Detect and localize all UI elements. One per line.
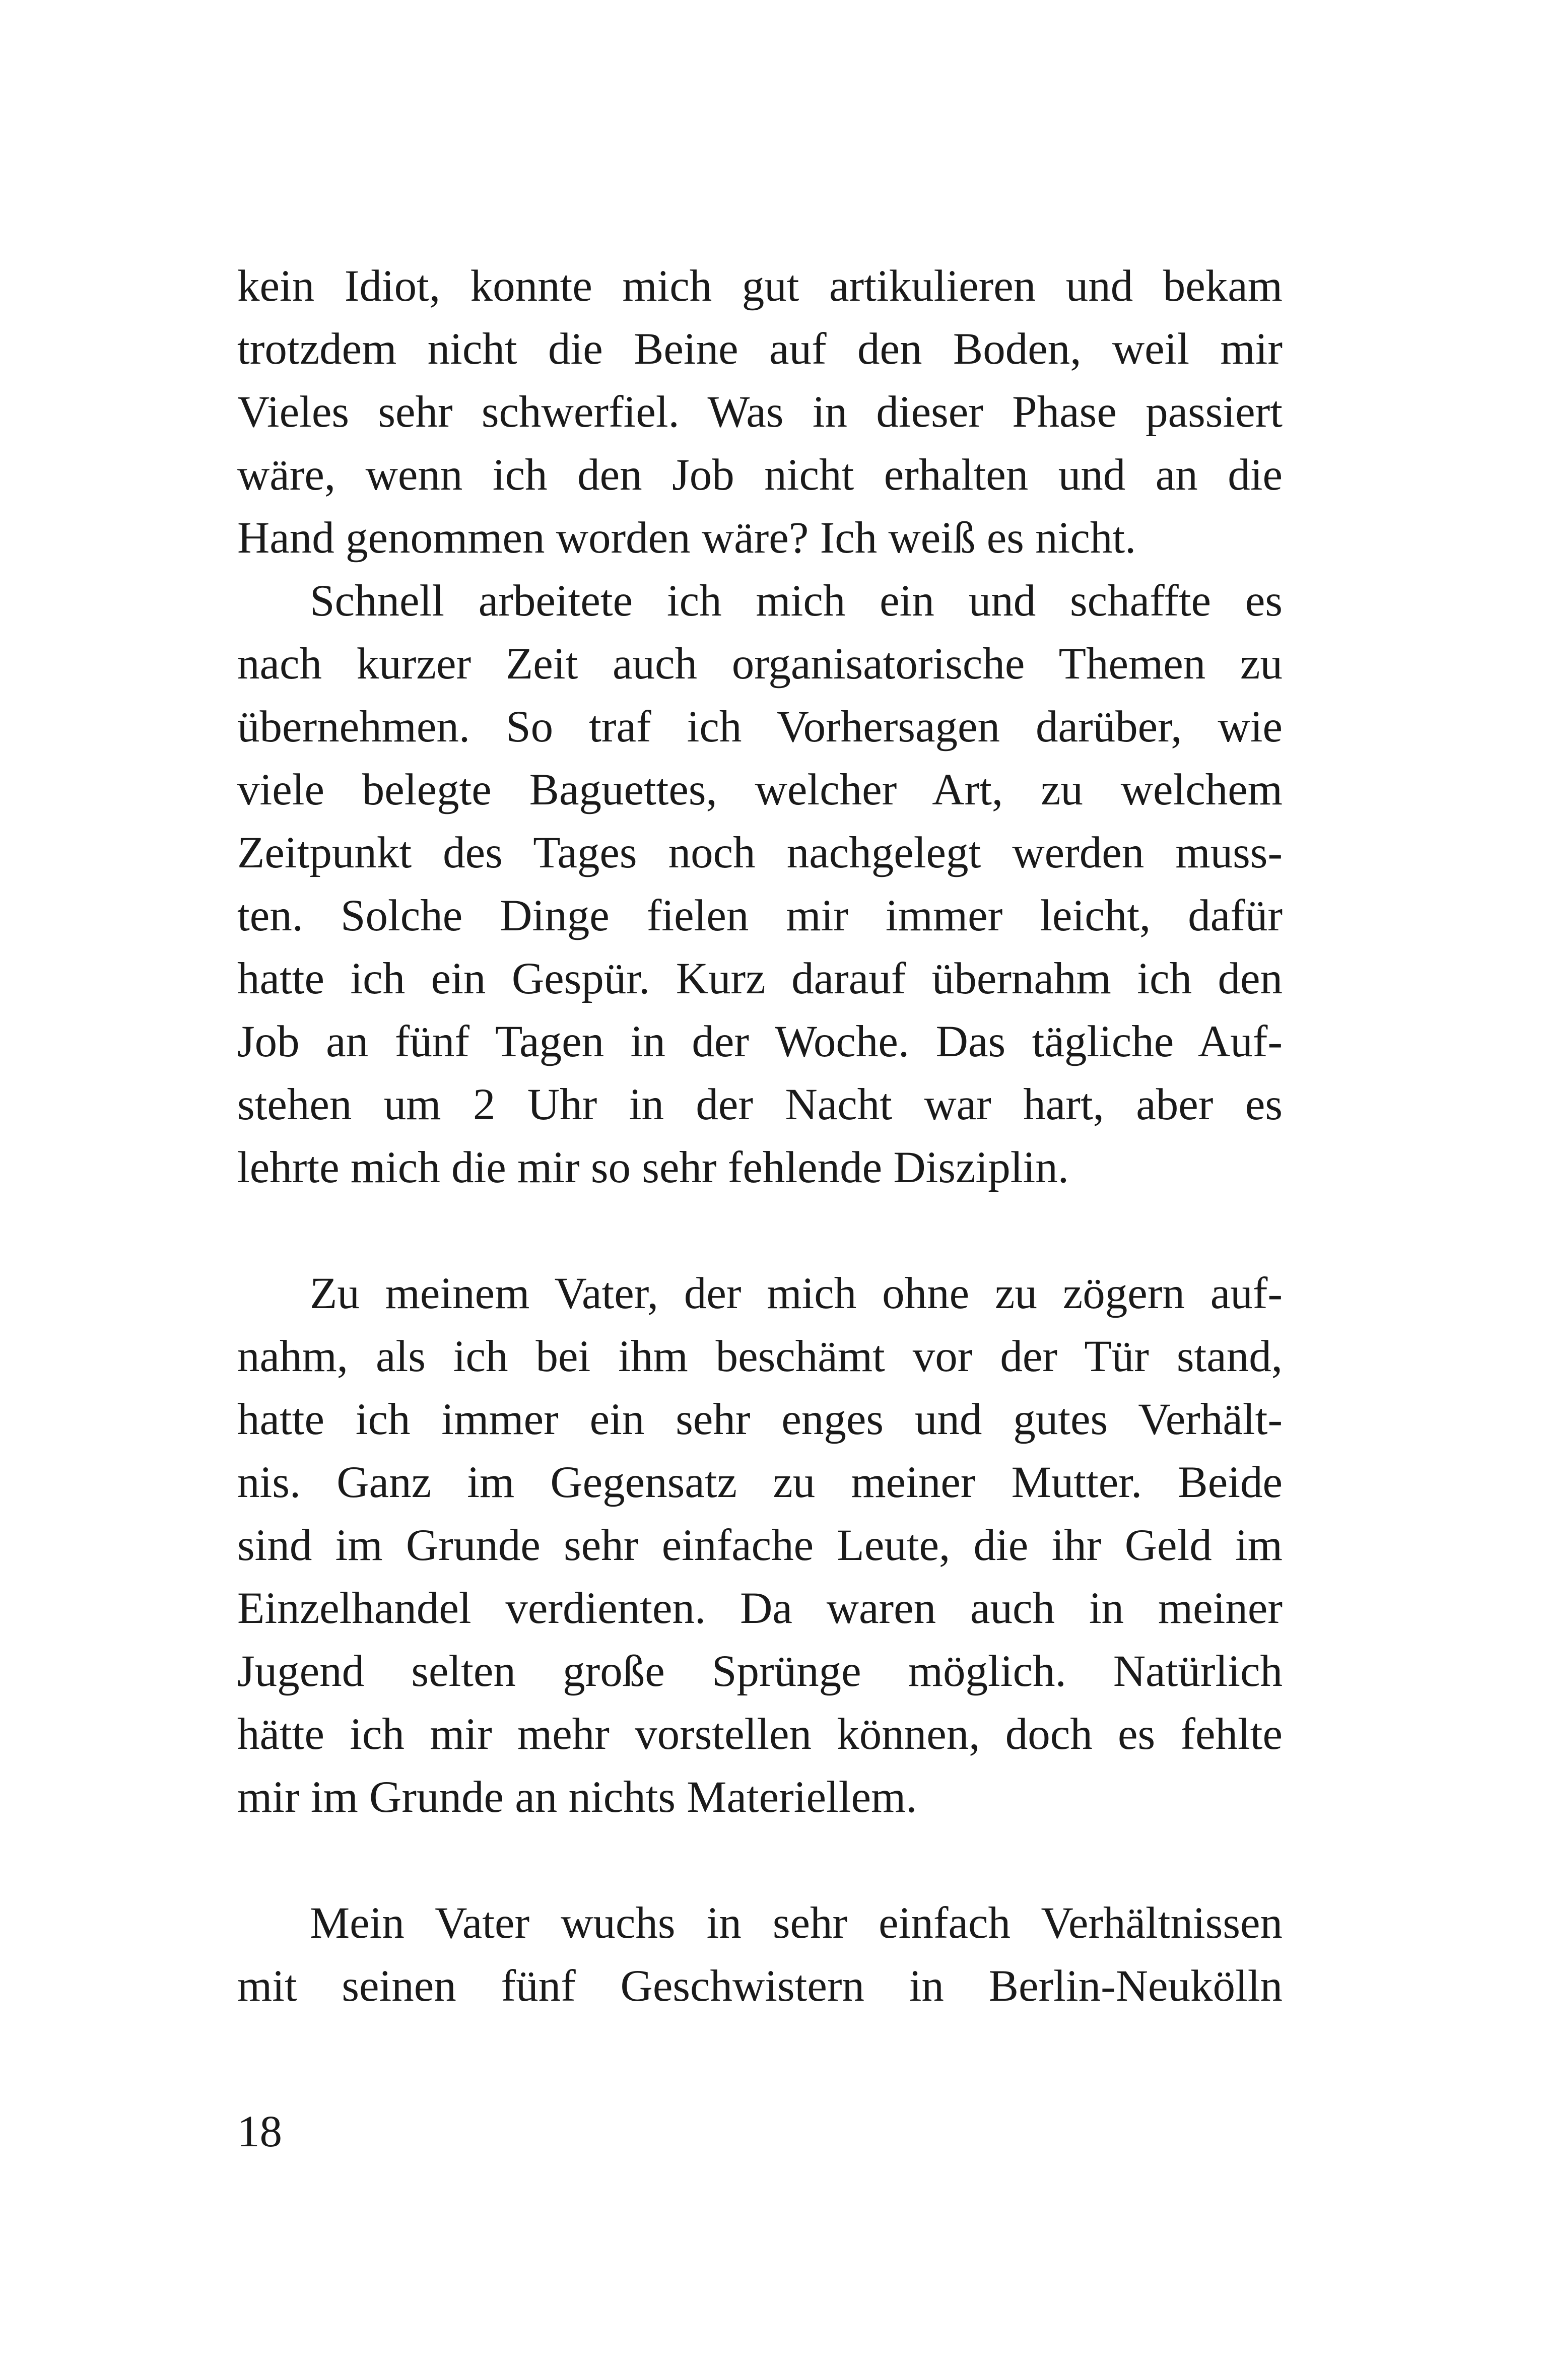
text-line: Zeitpunkt des Tages noch nachgelegt werden muss-: [237, 828, 1283, 877]
paragraph: [237, 1892, 1283, 2018]
text-line: hätte ich mir mehr vorstellen können, doch es fehlte: [237, 1710, 1283, 1759]
text-line: nis. Ganz im Gegensatz zu meiner Mutter. Beide: [237, 1458, 1283, 1507]
text-line: Schnell arbeitete ich mich ein und schaffte es: [310, 576, 1283, 626]
text-line: Vieles sehr schwerfiel. Was in dieser Phase passiert: [237, 387, 1283, 437]
text-line: trotzdem nicht die Beine auf den Boden, weil mir: [237, 324, 1283, 374]
text-line: Job an fünf Tagen in der Woche. Das tägliche Auf-: [237, 1017, 1283, 1066]
text-line: Jugend selten große Sprünge möglich. Natürlich: [237, 1647, 1283, 1696]
text-line: Hand genommen worden wäre? Ich weiß es nicht.: [237, 513, 1136, 563]
page-body: [237, 255, 1283, 2018]
paragraph: [237, 255, 1283, 570]
text-line: kein Idiot, konnte mich gut artikulieren und bekam: [237, 261, 1283, 311]
text-line: wäre, wenn ich den Job nicht erhalten und an die: [237, 450, 1283, 500]
text-line: lehrte mich die mir so sehr fehlende Disziplin.: [237, 1143, 1069, 1192]
text-line: nahm, als ich bei ihm beschämt vor der Tür stand,: [237, 1332, 1283, 1381]
text-line: Einzelhandel verdienten. Da waren auch in meiner: [237, 1584, 1283, 1633]
paragraph: [237, 1262, 1283, 1829]
text-line: Mein Vater wuchs in sehr einfach Verhältnissen: [310, 1898, 1283, 1948]
page-number: 18: [237, 2107, 282, 2156]
text-line: ten. Solche Dinge fielen mir immer leicht, dafür: [237, 891, 1283, 940]
text-line: hatte ich immer ein sehr enges und gutes Verhält-: [237, 1395, 1283, 1444]
paragraph: [237, 570, 1283, 1199]
text-line: nach kurzer Zeit auch organisatorische Themen zu: [237, 639, 1283, 689]
text-line: mit seinen fünf Geschwistern in Berlin-Neukölln: [237, 1961, 1283, 2011]
text-line: hatte ich ein Gespür. Kurz darauf übernahm ich den: [237, 954, 1283, 1003]
text-line: mir im Grunde an nichts Materiellem.: [237, 1773, 917, 1822]
text-line: viele belegte Baguettes, welcher Art, zu welchem: [237, 765, 1283, 814]
text-line: Zu meinem Vater, der mich ohne zu zögern auf-: [310, 1269, 1283, 1318]
text-line: sind im Grunde sehr einfache Leute, die ihr Geld im: [237, 1521, 1283, 1570]
text-line: stehen um 2 Uhr in der Nacht war hart, aber es: [237, 1080, 1283, 1129]
text-line: übernehmen. So traf ich Vorhersagen darüber, wie: [237, 702, 1283, 752]
